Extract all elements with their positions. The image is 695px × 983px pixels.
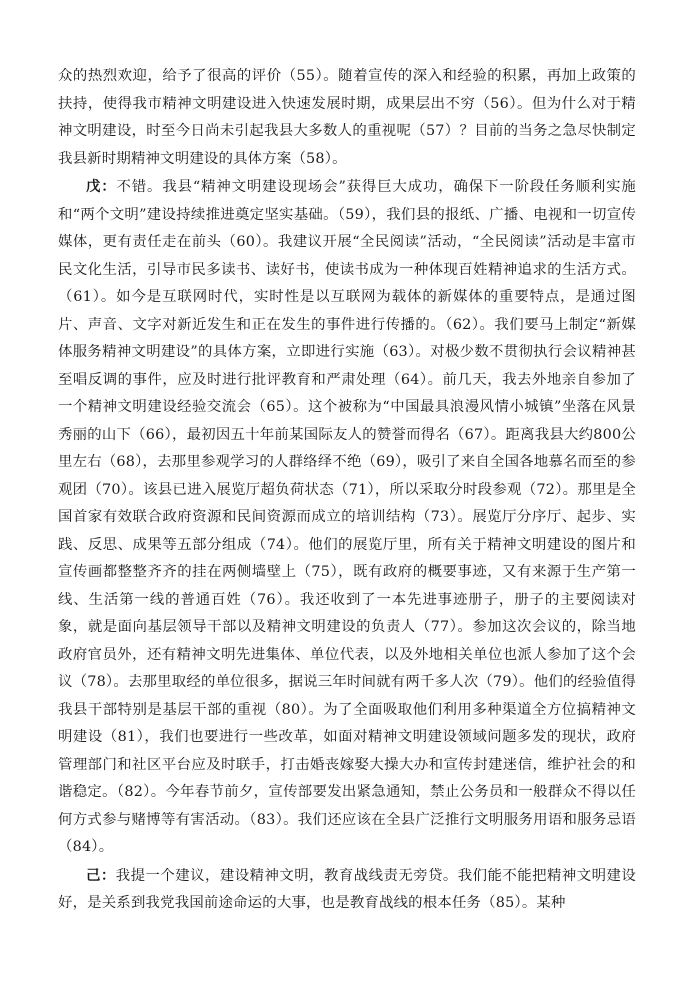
paragraph-speaker-wu [58,173,636,862]
paragraph-continued [58,63,636,173]
speaker-label: 戊： [86,178,117,195]
paragraph-text: 不错。我县“精神文明建设现场会”获得巨大成功，确保下一阶段任务顺利实施和“两个文明”建设持续推进奠定坚实基础。（59），我们县的报纸、广播、电视和一切宣传媒体，更有责任走在前头（60）。我建议开展“全民阅读”活动，“全民阅读”活动是丰富市民文化生活，引导市民多读书、读好书，使读书成为一种体现百姓精神追求的生活方式。（61）。如今是互联网时代，实时性是以互联网为载体的新媒体的重要特点，是通过图片、声音、文字对新近发生和正在发生的事件进行传播的。（62）。我们要马上制定“新媒体服务精神文明建设”的具体方案，立即进行实施（63）。对极少数不贯彻执行会议精神甚至唱反调的事件，应及时进行批评教育和严肃处理（64）。前几天，我去外地亲自参加了一个精神文明建设经验交流会（65）。这个被称为“中国最具浪漫风情小城镇”坐落在风景秀丽的山下（66），最初因五十年前某国际友人的赞誉而得名（67）。距离我县大约800公里左右（68），去那里参观学习的人群络绎不绝（69），吸引了来自全国各地慕名而至的参观团（70）。该县已进入展览厅超负荷状态（71），所以采取分时段参观（72）。那里是全国首家有效联合政府资源和民间资源而成立的培训结构（73）。展览厅分序厅、起步、实践、反思、成果等五部分组成（74）。他们的展览厅里，所有关于精神文明建设的图片和宣传画都整整齐齐的挂在两侧墙壁上（75），既有政府的概要事迹，又有来源于生产第一线、生活第一线的普通百姓（76）。我还收到了一本先进事迹册子，册子的主要阅读对象，就是面向基层领导干部以及精神文明建设的负责人（77）。参加这次会议的，除当地政府官员外，还有精神文明先进集体、单位代表，以及外地相关单位也派人参加了这个会议（78）。去那里取经的单位很多，据说三年时间就有两千多人次（79）。他们的经验值得我县干部特别是基层干部的重视（80）。为了全面吸取他们利用多种渠道全方位搞精神文明建设（81），我们也要进行一些改革，如面对精神文明建设领域问题多发的现状，政府管理部门和社区平台应及时联手，打击婚丧嫁娶大操大办和宣传封建迷信，维护社会的和谐稳定。（82）。今年春节前夕，宣传部要发出紧急通知，禁止公务员和一般群众不得以任何方式参与赌博等有害活动。（83）。我们还应该在全县广泛推行文明服务用语和服务忌语（84）。 [58,179,636,855]
paragraph-speaker-ji [58,862,636,918]
paragraph-text: 我提一个建议，建设精神文明，教育战线责无旁贷。我们能不能把精神文明建设好，是关系到我党我国前途命运的大事，也是教育战线的根本任务（85）。某种 [58,867,636,911]
speaker-label: 己： [86,866,116,884]
paragraph-text: 众的热烈欢迎，给予了很高的评价（55）。随着宣传的深入和经验的积累，再加上政策的扶持，使得我市精神文明建设进入快速发展时期，成果层出不穷（56）。但为什么对于精神文明建设，时至今日尚未引起我县大多数人的重视呢（57）？目前的当务之急尽快制定我县新时期精神文明建设的具体方案（58）。 [58,68,636,167]
document-body [58,63,636,918]
